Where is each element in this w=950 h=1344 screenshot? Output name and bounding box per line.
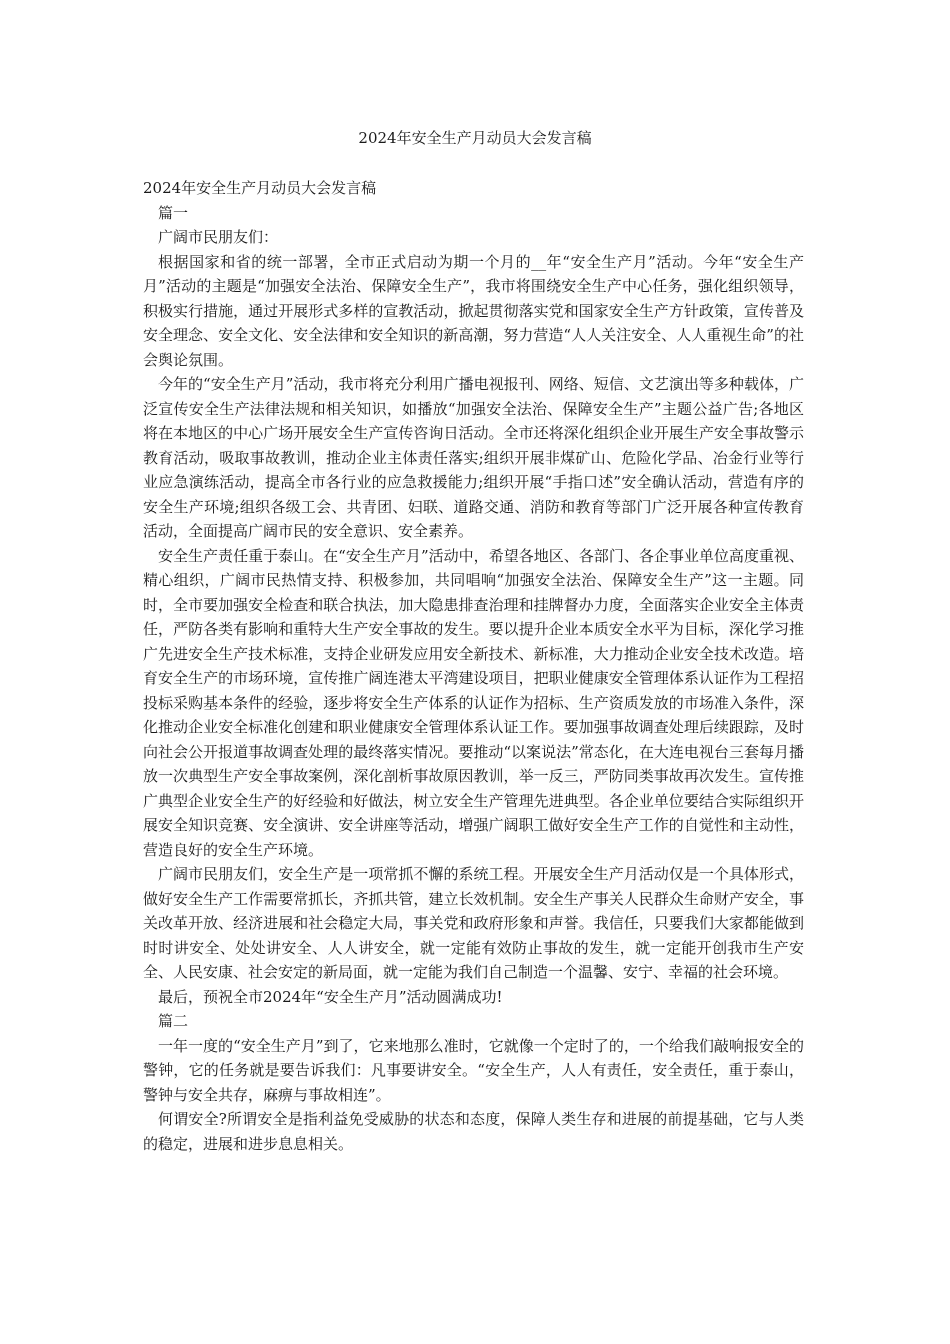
paragraph: 一年一度的“安全生产月”到了，它来地那么准时，它就像一个定时了的，一个给我们敲响报安全的警钟，它的任务就是要告诉我们：凡事要讲安全。“安全生产，人人有责任，安全责任，重于泰山，警钟与安全共存，麻痹与事故相连”。 [143,1036,804,1104]
document-title: 2024年安全生产月动员大会发言稿 [358,129,592,147]
document-body [143,176,804,1156]
paragraph: 根据国家和省的统一部署，全市正式启动为期一个月的__年“安全生产月”活动。今年“安全生产月”活动的主题是“加强安全法治、保障安全生产”，我市将围绕安全生产中心任务，强化组织领导，积极实行措施，通过开展形式多样的宣教活动，掀起贯彻落实党和国家安全生产方针政策，宣传普及安全理念、安全文化、安全法律和安全知识的新高潮，努力营造“人人关注安全、人人重视生命”的社会舆论氛围。 [143,252,804,369]
paragraph: 广阔市民朋友们，安全生产是一项常抓不懈的系统工程。开展安全生产月活动仅是一个具体形式，做好安全生产工作需要常抓长，齐抓共管，建立长效机制。安全生产事关人民群众生命财产安全，事关改革开放、经济进展和社会稳定大局，事关党和政府形象和声誉。我信任，只要我们大家都能做到时时讲安全、处处讲安全、人人讲安全，就一定能有效防止事故的发生，就一定能开创我市生产安全、人民安康、社会安定的新局面，就一定能为我们自己制造一个温馨、安宁、幸福的社会环境。 [143,865,804,981]
greeting: 广阔市民朋友们： [158,228,279,246]
paragraph: 安全生产责任重于泰山。在“安全生产月”活动中，希望各地区、各部门、各企事业单位高度重视、精心组织，广阔市民热情支持、积极参加，共同唱响“加强安全法治、保障安全生产”这一主题。同时，全市要加强安全检查和联合执法，加大隐患排查治理和挂牌督办力度，全面落实企业安全主体责任，严防各类有影响和重特大生产安全事故的发生。要以提升企业本质安全水平为目标，深化学习推广先进安全生产技术标准，支持企业研发应用安全新技术、新标准，大力推动企业安全技术改造。培育安全生产的市场环境，宣传推广阔连港太平湾建设项目，把职业健康安全管理体系认证作为工程招投标采购基本条件的经验，逐步将安全生产体系的认证作为招标、生产资质发放的市场准入条件，深化推动企业安全标准化创建和职业健康安全管理体系认证工作。要加强事故调查处理后续跟踪，及时向社会公开报道事故调查处理的最终落实情况。要推动“以案说法”常态化，在大连电视台三套每月播放一次典型生产安全事故案例，深化剖析事故原因教训，举一反三，严防同类事故再次发生。宣传推广典型企业安全生产的好经验和好做法，树立安全生产管理先进典型。各企业单位要结合实际组织开展安全知识竞赛、安全演讲、安全讲座等活动，增强广阔职工做好安全生产工作的自觉性和主动性，营造良好的安全生产环境。 [143,546,804,859]
section-heading-1: 篇一 [158,203,189,222]
paragraph: 何谓安全?所谓安全是指利益免受威胁的状态和态度，保障人类生存和进展的前提基础，它与人类的稳定，进展和进步息息相关。 [143,1110,804,1153]
paragraph: 最后，预祝全市2024年“安全生产月”活动圆满成功! [158,987,503,1006]
paragraph: 今年的“安全生产月”活动，我市将充分利用广播电视报刊、网络、短信、文艺演出等多种载体，广泛宣传安全生产法律法规和相关知识，如播放“加强安全法治、保障安全生产”主题公益广告;各地区将在本地区的中心广场开展安全生产宣传咨询日活动。全市还将深化组织企业开展生产安全事故警示教育活动，吸取事故教训，推动企业主体责任落实;组织开展非煤矿山、危险化学品、冶金行业等行业应急演练活动，提高全市各行业的应急救援能力;组织开展“手指口述”安全确认活动，营造有序的安全生产环境;组织各级工会、共青团、妇联、道路交通、消防和教育等部门广泛开展各种宣传教育活动，全面提高广阔市民的安全意识、安全素养。 [143,375,804,540]
section-heading-2: 篇二 [158,1012,189,1030]
document-subtitle: 2024年安全生产月动员大会发言稿 [143,179,377,197]
